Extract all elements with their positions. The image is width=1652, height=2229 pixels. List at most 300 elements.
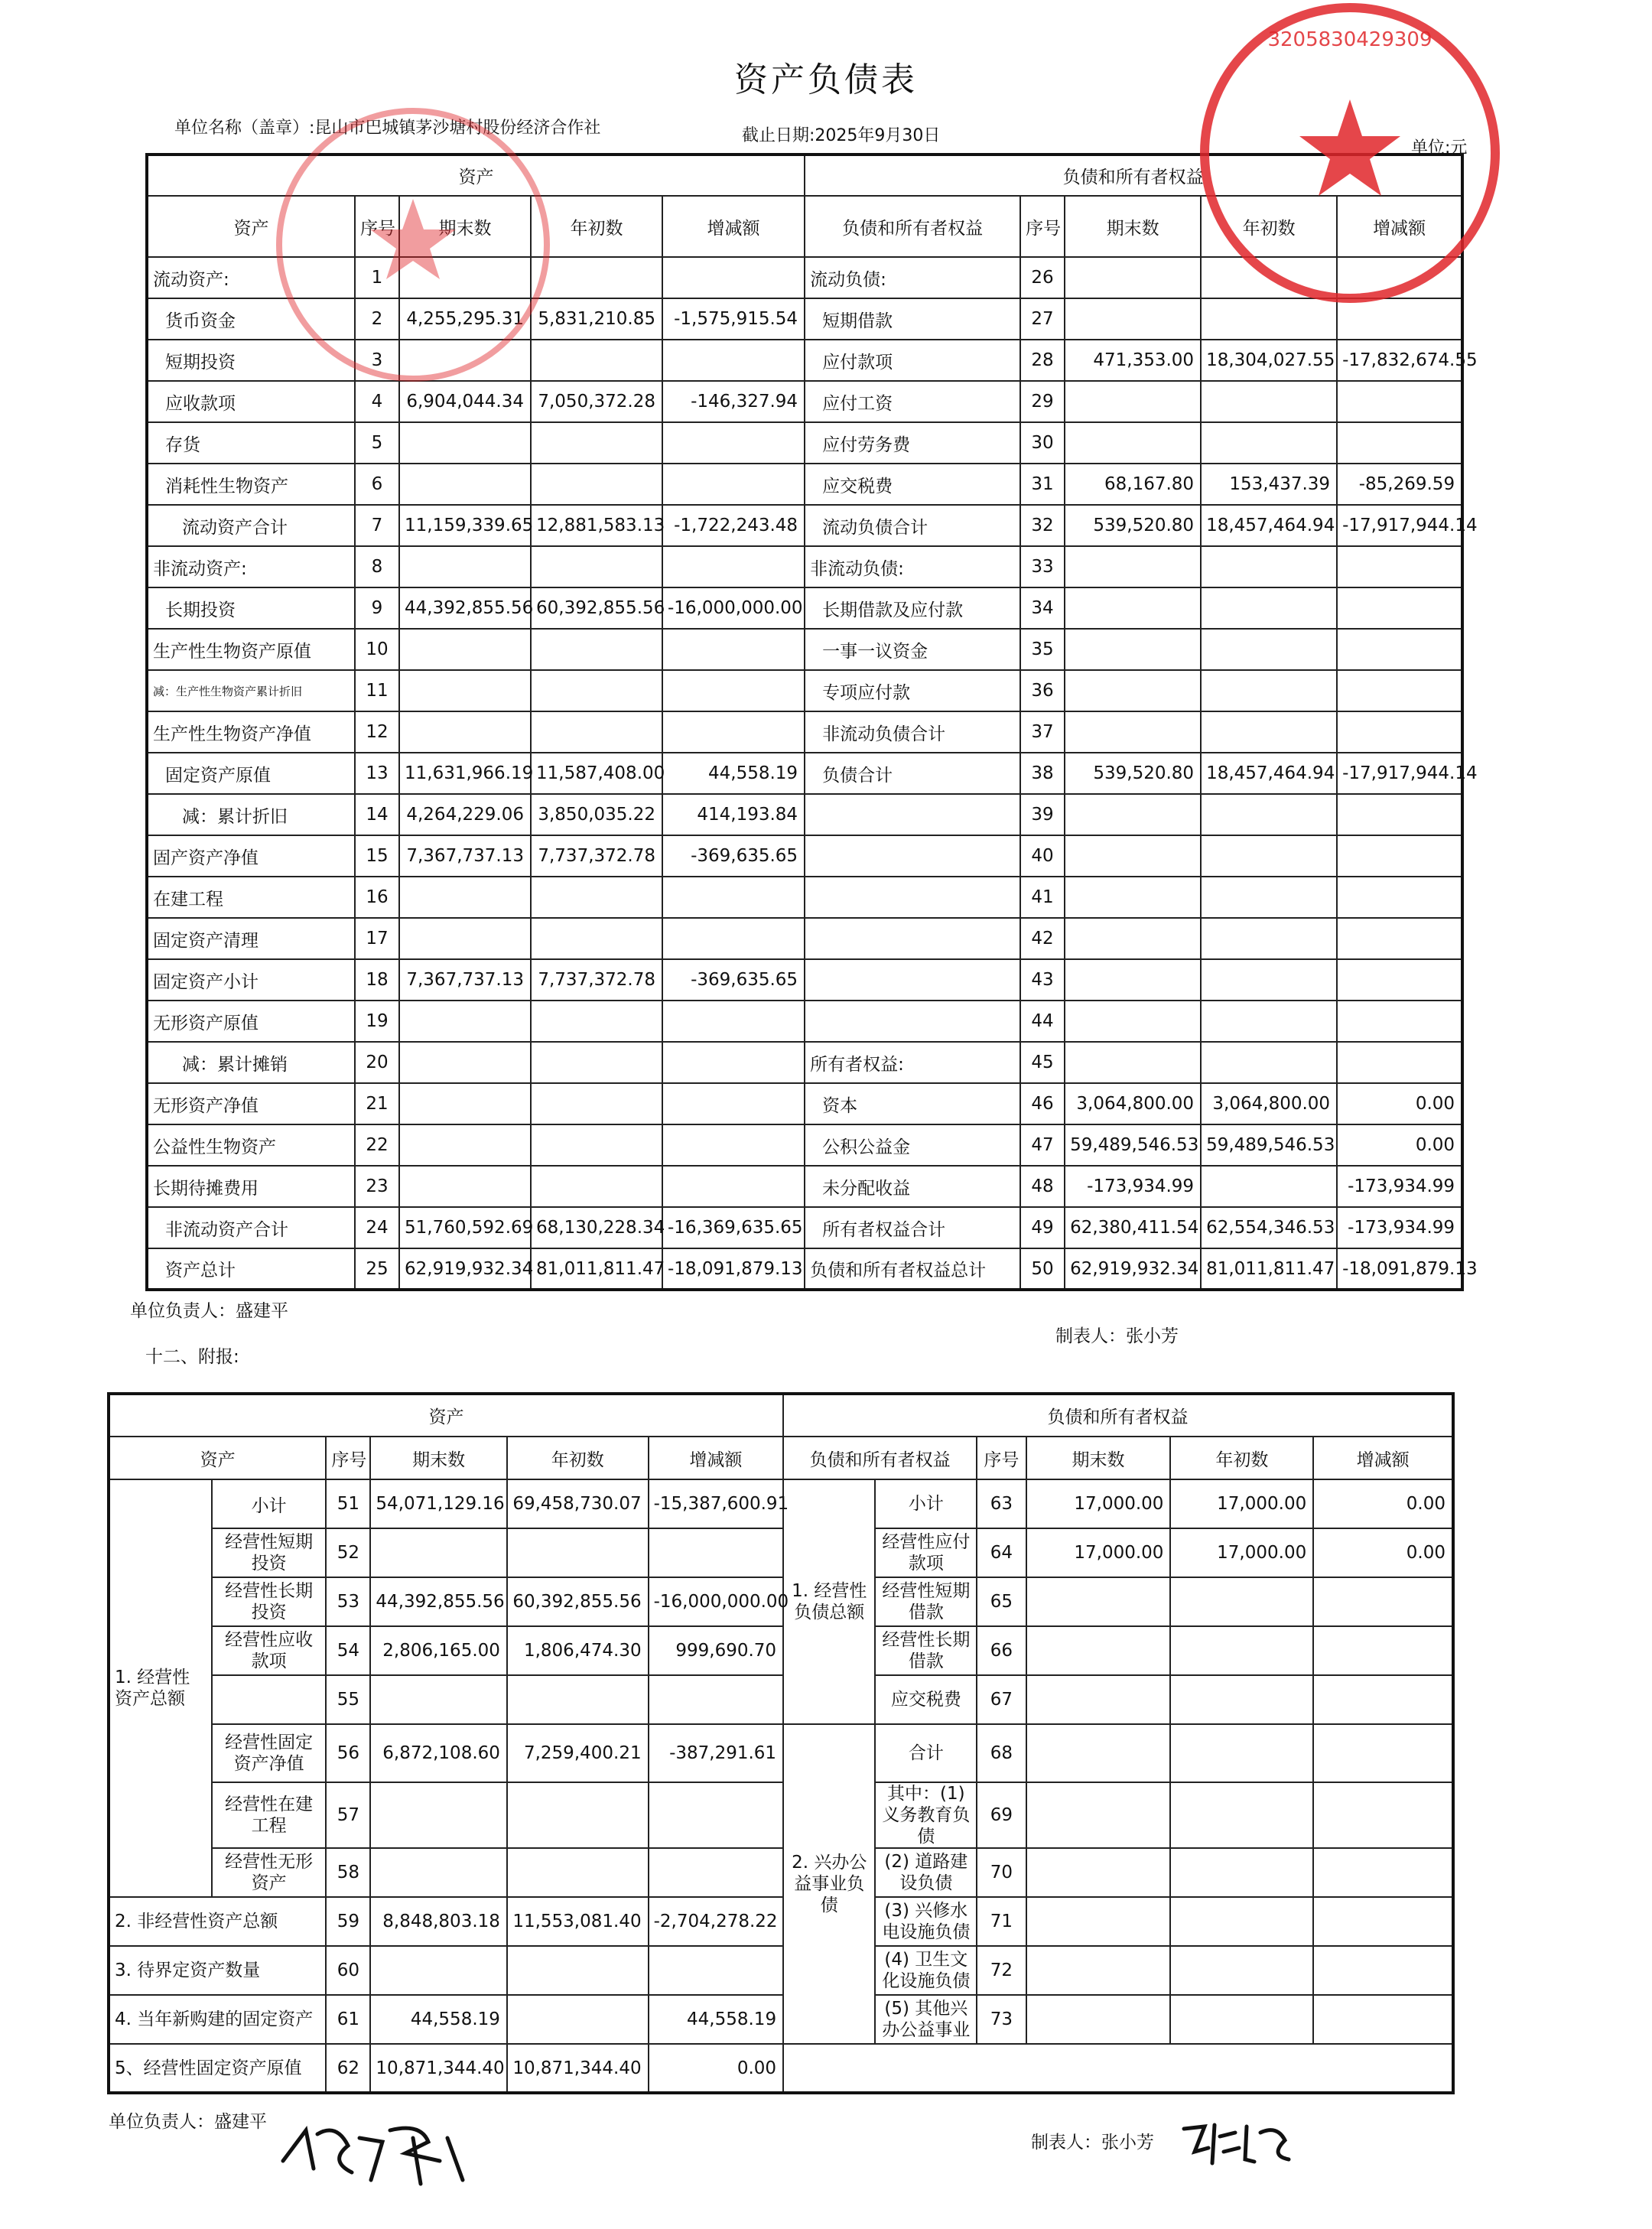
supp-asset-end-value	[370, 1675, 506, 1724]
liab-end-value	[1065, 1042, 1201, 1083]
supp-asset-name: 经营性长期投资	[212, 1577, 326, 1626]
asset-end-value	[399, 670, 531, 711]
supp-liab-end-value	[1026, 1675, 1171, 1724]
supp-asset-begin-value: 69,458,730.07	[507, 1479, 649, 1528]
supp-asset-begin-value	[507, 1675, 649, 1724]
asset-end-value: 7,367,737.13	[399, 835, 531, 877]
supp-asset-seq: 57	[326, 1782, 370, 1848]
supp-liab-change-value	[1313, 1946, 1453, 1995]
liab-seq: 37	[1020, 711, 1065, 753]
liab-seq: 44	[1020, 1001, 1065, 1042]
supp-asset-end-value: 2,806,165.00	[370, 1626, 506, 1675]
maker-label: 制表人：张小芳	[1055, 1326, 1179, 1346]
supp-liab-change-value	[1313, 1995, 1453, 2044]
asset-seq: 13	[355, 753, 399, 794]
asset-begin-value	[531, 670, 662, 711]
asset-seq: 25	[355, 1248, 399, 1290]
supp-liab-name: (3) 兴修水电设施负债	[875, 1897, 977, 1946]
supp-asset-begin-value: 11,553,081.40	[507, 1897, 649, 1946]
supp-liab-change-value	[1313, 1848, 1453, 1897]
supp-liab-begin-value	[1170, 1782, 1313, 1848]
asset-change-value: -146,327.94	[662, 381, 805, 422]
supp-liab-seq: 73	[977, 1995, 1026, 2044]
liab-begin-value	[1201, 670, 1337, 711]
asset-end-value: 4,264,229.06	[399, 794, 531, 835]
asset-seq: 1	[355, 257, 399, 298]
table-row	[147, 422, 1462, 464]
asset-change-value: -1,575,915.54	[662, 298, 805, 340]
supp-asset-change-value: 0.00	[649, 2044, 783, 2093]
col-header-asset: 资产	[147, 196, 355, 257]
section-12-title: 十二、附报:	[145, 1347, 239, 1367]
liab-end-value: 471,353.00	[1065, 340, 1201, 381]
table-row	[147, 505, 1462, 546]
asset-name: 公益性生物资产	[147, 1124, 355, 1166]
asset-name: 非流动资产合计	[147, 1207, 355, 1248]
liab-seq: 41	[1020, 877, 1065, 918]
table-row	[147, 753, 1462, 794]
supp-liab-end-value	[1026, 1946, 1171, 1995]
table-row	[147, 629, 1462, 670]
liab-change-value	[1337, 711, 1462, 753]
asset-end-value: 44,392,855.56	[399, 587, 531, 629]
asset-change-value	[662, 670, 805, 711]
liab-change-value: -17,832,674.55	[1337, 340, 1462, 381]
supp-liab-name: 经营性应付款项	[875, 1528, 977, 1577]
liab-begin-value	[1201, 794, 1337, 835]
asset-name: 固定资产小计	[147, 959, 355, 1001]
liab-begin-value: 18,457,464.94	[1201, 753, 1337, 794]
liab-begin-value	[1201, 1166, 1337, 1207]
asset-begin-value: 7,737,372.78	[531, 959, 662, 1001]
table-row	[147, 1083, 1462, 1124]
liab-begin-value: 62,554,346.53	[1201, 1207, 1337, 1248]
liab-name: 流动负债合计	[805, 505, 1020, 546]
supp-asset-name: 经营性在建工程	[212, 1782, 326, 1848]
supp-liab-seq: 63	[977, 1479, 1026, 1528]
asset-change-value	[662, 257, 805, 298]
asset-name: 生产性生物资产原值	[147, 629, 355, 670]
supp-table-row	[109, 1995, 1453, 2044]
liab-end-value	[1065, 546, 1201, 587]
asset-name: 货币资金	[147, 298, 355, 340]
liab-name: 长期借款及应付款	[805, 587, 1020, 629]
liab-change-value	[1337, 381, 1462, 422]
liab-end-value	[1065, 670, 1201, 711]
asset-end-value	[399, 877, 531, 918]
liab-seq: 30	[1020, 422, 1065, 464]
liab-name: 非流动负债:	[805, 546, 1020, 587]
asset-change-value	[662, 877, 805, 918]
liab-end-value	[1065, 959, 1201, 1001]
asset-name: 在建工程	[147, 877, 355, 918]
supp-liab-change-value	[1313, 1675, 1453, 1724]
asset-seq: 3	[355, 340, 399, 381]
asset-name: 短期投资	[147, 340, 355, 381]
table-row	[147, 711, 1462, 753]
liab-begin-value	[1201, 711, 1337, 753]
table-row	[147, 1042, 1462, 1083]
supp-asset-seq: 56	[326, 1724, 370, 1782]
asset-name: 资产总计	[147, 1248, 355, 1290]
asset-end-value	[399, 464, 531, 505]
liab-name	[805, 1001, 1020, 1042]
table-row	[147, 877, 1462, 918]
supp-asset-end-value: 6,872,108.60	[370, 1724, 506, 1782]
liab-seq: 49	[1020, 1207, 1065, 1248]
supp-asset-change-value: -387,291.61	[649, 1724, 783, 1782]
supp-asset-end-value	[370, 1528, 506, 1577]
table-row	[147, 670, 1462, 711]
liab-name: 应交税费	[805, 464, 1020, 505]
supp-column-header-row	[109, 1437, 1453, 1479]
liab-change-value	[1337, 670, 1462, 711]
supp-liab-change-value	[1313, 1626, 1453, 1675]
liab-begin-value	[1201, 629, 1337, 670]
table-row	[147, 1248, 1462, 1290]
supp-asset-name: 3. 待界定资产数量	[109, 1946, 326, 1995]
supp-liab-seq: 64	[977, 1528, 1026, 1577]
asset-name: 应收款项	[147, 381, 355, 422]
supp-asset-change-value	[649, 1848, 783, 1897]
asset-begin-value	[531, 877, 662, 918]
asset-end-value	[399, 1124, 531, 1166]
liab-end-value: 59,489,546.53	[1065, 1124, 1201, 1166]
asset-begin-value	[531, 629, 662, 670]
liab-seq: 32	[1020, 505, 1065, 546]
liab-begin-value	[1201, 918, 1337, 959]
supp-asset-begin-value	[507, 1848, 649, 1897]
currency: 元	[1450, 138, 1468, 158]
table-row	[147, 1124, 1462, 1166]
asset-begin-value: 81,011,811.47	[531, 1248, 662, 1290]
liab-end-value	[1065, 877, 1201, 918]
unit-head-label: 单位负责人：盛建平	[130, 1301, 288, 1321]
liab-change-value: -17,917,944.14	[1337, 753, 1462, 794]
asset-name: 流动资产:	[147, 257, 355, 298]
col-header-end: 期末数	[399, 196, 531, 257]
supp-asset-name: 经营性无形资产	[212, 1848, 326, 1897]
supp-liab-seq: 67	[977, 1675, 1026, 1724]
supp-liab-name: 合计	[875, 1724, 977, 1782]
seal-code: 3205830429309	[1267, 28, 1432, 51]
official-seal-right	[1189, 0, 1511, 314]
liab-end-value	[1065, 381, 1201, 422]
supp-liab-end-value	[1026, 1782, 1171, 1848]
supp-liab-begin-value	[1170, 1675, 1313, 1724]
supp-liab-begin-value: 17,000.00	[1170, 1479, 1313, 1528]
liab-seq: 39	[1020, 794, 1065, 835]
supp-asset-end-value: 44,558.19	[370, 1995, 506, 2044]
asset-end-value: 62,919,932.34	[399, 1248, 531, 1290]
asset-change-value: 414,193.84	[662, 794, 805, 835]
supp-asset-change-value	[649, 1528, 783, 1577]
asset-change-value	[662, 546, 805, 587]
liab-seq: 36	[1020, 670, 1065, 711]
liab-change-value	[1337, 794, 1462, 835]
asset-begin-value	[531, 711, 662, 753]
liab-seq: 31	[1020, 464, 1065, 505]
liab-name: 所有者权益合计	[805, 1207, 1020, 1248]
asset-begin-value: 5,831,210.85	[531, 298, 662, 340]
liab-begin-value	[1201, 546, 1337, 587]
asset-name: 非流动资产:	[147, 546, 355, 587]
supp-asset-begin-value	[507, 1946, 649, 1995]
asset-seq: 8	[355, 546, 399, 587]
table-row	[147, 1001, 1462, 1042]
supp-asset-begin-value	[507, 1782, 649, 1848]
asset-seq: 18	[355, 959, 399, 1001]
liab-seq: 35	[1020, 629, 1065, 670]
supp-liab-end-value	[1026, 1995, 1171, 2044]
supp-asset-end-value	[370, 1782, 506, 1848]
liab-seq: 46	[1020, 1083, 1065, 1124]
asset-name: 长期投资	[147, 587, 355, 629]
asset-name: 固定资产清理	[147, 918, 355, 959]
supp-table-row	[109, 1848, 1453, 1897]
liab-name: 公积公益金	[805, 1124, 1020, 1166]
liab-end-value: 539,520.80	[1065, 505, 1201, 546]
supp-liab-name: (4) 卫生文化设施负债	[875, 1946, 977, 1995]
asset-begin-value: 3,850,035.22	[531, 794, 662, 835]
supp-asset-end-value: 54,071,129.16	[370, 1479, 506, 1528]
supp-liab-seq: 68	[977, 1724, 1026, 1782]
supp-liab-end-value	[1026, 1577, 1171, 1626]
liab-end-value	[1065, 1001, 1201, 1042]
supp-table-row	[109, 1946, 1453, 1995]
liab-begin-value: 3,064,800.00	[1201, 1083, 1337, 1124]
unit-name: 昆山市巴城镇茅沙塘村股份经济合作社	[314, 119, 601, 138]
asset-change-value	[662, 422, 805, 464]
supp-asset-seq: 58	[326, 1848, 370, 1897]
supp-liab-begin-value	[1170, 1946, 1313, 1995]
asset-begin-value: 68,130,228.34	[531, 1207, 662, 1248]
supp-liab-seq: 66	[977, 1626, 1026, 1675]
supp-asset-seq: 61	[326, 1995, 370, 2044]
asset-name: 生产性生物资产净值	[147, 711, 355, 753]
supp-liab-begin-value: 17,000.00	[1170, 1528, 1313, 1577]
asset-begin-value: 7,737,372.78	[531, 835, 662, 877]
supp-liab-begin-value	[1170, 1848, 1313, 1897]
supp-asset-seq: 55	[326, 1675, 370, 1724]
supp-liab-seq: 72	[977, 1946, 1026, 1995]
liab-end-value: 62,380,411.54	[1065, 1207, 1201, 1248]
supp-asset-end-value: 8,848,803.18	[370, 1897, 506, 1946]
supp-liab-end-value: 17,000.00	[1026, 1479, 1171, 1528]
liab-seq: 43	[1020, 959, 1065, 1001]
supp-table-row	[109, 1782, 1453, 1848]
supp-group-header-row	[109, 1394, 1453, 1437]
liab-change-value	[1337, 959, 1462, 1001]
liab-name: 应付工资	[805, 381, 1020, 422]
liab-change-value	[1337, 1042, 1462, 1083]
col-header-begin-2: 年初数	[1201, 196, 1337, 257]
supp-asset-end-value: 44,392,855.56	[370, 1577, 506, 1626]
asset-seq: 5	[355, 422, 399, 464]
supp-liab-change-value	[1313, 1782, 1453, 1848]
supp-table-row	[109, 1675, 1453, 1724]
supp-liab-begin-value	[1170, 1577, 1313, 1626]
supp-col-header-seq-2: 序号	[977, 1437, 1026, 1479]
report-date: 2025年9月30日	[815, 126, 941, 145]
asset-begin-value	[531, 1166, 662, 1207]
table-row	[147, 794, 1462, 835]
liab-change-value	[1337, 587, 1462, 629]
liab-end-value: 62,919,932.34	[1065, 1248, 1201, 1290]
asset-begin-value	[531, 1083, 662, 1124]
supp-asset-begin-value: 1,806,474.30	[507, 1626, 649, 1675]
asset-change-value: -369,635.65	[662, 835, 805, 877]
liab-name: 所有者权益:	[805, 1042, 1020, 1083]
liab-end-value	[1065, 835, 1201, 877]
liab-name: 应付款项	[805, 340, 1020, 381]
liab-end-value	[1065, 587, 1201, 629]
col-header-end-2: 期末数	[1065, 196, 1201, 257]
asset-end-value	[399, 918, 531, 959]
op-liab-group-label: 1. 经营性负债总额	[783, 1479, 875, 1724]
asset-name: 固产资产净值	[147, 835, 355, 877]
supp-asset-change-value	[649, 1782, 783, 1848]
official-seal-left	[252, 92, 574, 398]
liab-name	[805, 959, 1020, 1001]
liab-begin-value	[1201, 381, 1337, 422]
liab-seq: 45	[1020, 1042, 1065, 1083]
supp-asset-change-value	[649, 1946, 783, 1995]
liab-change-value	[1337, 835, 1462, 877]
asset-end-value	[399, 1166, 531, 1207]
supp-asset-end-value: 10,871,344.40	[370, 2044, 506, 2093]
liab-change-value: -173,934.99	[1337, 1207, 1462, 1248]
col-header-liab: 负债和所有者权益	[805, 196, 1020, 257]
liab-seq: 28	[1020, 340, 1065, 381]
supp-col-header-change-2: 增减额	[1313, 1437, 1453, 1479]
liab-begin-value	[1201, 877, 1337, 918]
supp-asset-change-value: -16,000,000.00	[649, 1577, 783, 1626]
asset-seq: 19	[355, 1001, 399, 1042]
supp-liab-change-value	[1313, 1577, 1453, 1626]
liab-begin-value	[1201, 835, 1337, 877]
supp-asset-change-value	[649, 1675, 783, 1724]
asset-seq: 14	[355, 794, 399, 835]
supp-liab-name: 经营性长期借款	[875, 1626, 977, 1675]
supp-asset-seq: 51	[326, 1479, 370, 1528]
asset-seq: 24	[355, 1207, 399, 1248]
supplementary-table	[107, 1392, 1455, 2094]
supp-asset-seq: 52	[326, 1528, 370, 1577]
liab-name: 一事一议资金	[805, 629, 1020, 670]
liab-end-value	[1065, 257, 1201, 298]
liab-begin-value: 59,489,546.53	[1201, 1124, 1337, 1166]
asset-seq: 10	[355, 629, 399, 670]
supp-liab-end-value	[1026, 1724, 1171, 1782]
asset-seq: 9	[355, 587, 399, 629]
liab-begin-value	[1201, 422, 1337, 464]
supp-asset-change-value: 44,558.19	[649, 1995, 783, 2044]
asset-change-value: -18,091,879.13	[662, 1248, 805, 1290]
table-row	[147, 546, 1462, 587]
table-row	[147, 1207, 1462, 1248]
liab-change-value	[1337, 629, 1462, 670]
supp-liab-begin-value	[1170, 1995, 1313, 2044]
supp-liab-change-value: 0.00	[1313, 1479, 1453, 1528]
asset-seq: 21	[355, 1083, 399, 1124]
supp-liab-name: 其中：(1) 义务教育负债	[875, 1782, 977, 1848]
asset-change-value: -1,722,243.48	[662, 505, 805, 546]
supp-asset-seq: 53	[326, 1577, 370, 1626]
asset-change-value	[662, 1124, 805, 1166]
asset-change-value	[662, 1083, 805, 1124]
supp-col-header-end: 期末数	[370, 1437, 506, 1479]
asset-end-value	[399, 1001, 531, 1042]
table-row	[147, 918, 1462, 959]
asset-change-value	[662, 1042, 805, 1083]
asset-end-value: 11,631,966.19	[399, 753, 531, 794]
asset-change-value	[662, 1001, 805, 1042]
supp-asset-name	[212, 1675, 326, 1724]
asset-seq: 6	[355, 464, 399, 505]
liab-name: 应付劳务费	[805, 422, 1020, 464]
asset-change-value	[662, 464, 805, 505]
asset-begin-value	[531, 1124, 662, 1166]
asset-name: 存货	[147, 422, 355, 464]
liab-seq: 38	[1020, 753, 1065, 794]
liab-change-value: -18,091,879.13	[1337, 1248, 1462, 1290]
liab-name	[805, 918, 1020, 959]
supp-liab-name: 经营性短期借款	[875, 1577, 977, 1626]
supp-table-row	[109, 1724, 1453, 1782]
asset-name: 固定资产原值	[147, 753, 355, 794]
asset-end-value: 4,255,295.31	[399, 298, 531, 340]
asset-change-value: -369,635.65	[662, 959, 805, 1001]
liab-end-value	[1065, 629, 1201, 670]
liab-name: 非流动负债合计	[805, 711, 1020, 753]
asset-change-value	[662, 1166, 805, 1207]
liab-begin-value	[1201, 959, 1337, 1001]
supp-asset-name: 2. 非经营性资产总额	[109, 1897, 326, 1946]
liab-change-value: -173,934.99	[1337, 1166, 1462, 1207]
liab-end-value	[1065, 794, 1201, 835]
currency-label: 单位:	[1411, 138, 1451, 158]
supp-liab-begin-value	[1170, 1626, 1313, 1675]
liab-name	[805, 835, 1020, 877]
liab-begin-value	[1201, 1001, 1337, 1042]
supp-asset-name: 经营性短期投资	[212, 1528, 326, 1577]
asset-end-value	[399, 1042, 531, 1083]
asset-begin-value	[531, 422, 662, 464]
liab-name: 专项应付款	[805, 670, 1020, 711]
liab-name: 流动负债:	[805, 257, 1020, 298]
supp-asset-seq: 62	[326, 2044, 370, 2093]
supp-table-row	[109, 2044, 1453, 2093]
asset-seq: 15	[355, 835, 399, 877]
asset-change-value: 44,558.19	[662, 753, 805, 794]
liab-end-value	[1065, 918, 1201, 959]
asset-seq: 17	[355, 918, 399, 959]
supp-liab-name: (2) 道路建设负债	[875, 1848, 977, 1897]
liab-name: 负债和所有者权益总计	[805, 1248, 1020, 1290]
supp-asset-begin-value: 7,259,400.21	[507, 1724, 649, 1782]
supp-asset-seq: 54	[326, 1626, 370, 1675]
supp-liab-end-value: 17,000.00	[1026, 1528, 1171, 1577]
supp-liab-end-value	[1026, 1626, 1171, 1675]
col-header-change-2: 增减额	[1337, 196, 1462, 257]
col-header-change: 增减额	[662, 196, 805, 257]
supp-table-row	[109, 1626, 1453, 1675]
asset-seq: 12	[355, 711, 399, 753]
liab-end-value: -173,934.99	[1065, 1166, 1201, 1207]
asset-end-value	[399, 546, 531, 587]
asset-end-value: 7,367,737.13	[399, 959, 531, 1001]
